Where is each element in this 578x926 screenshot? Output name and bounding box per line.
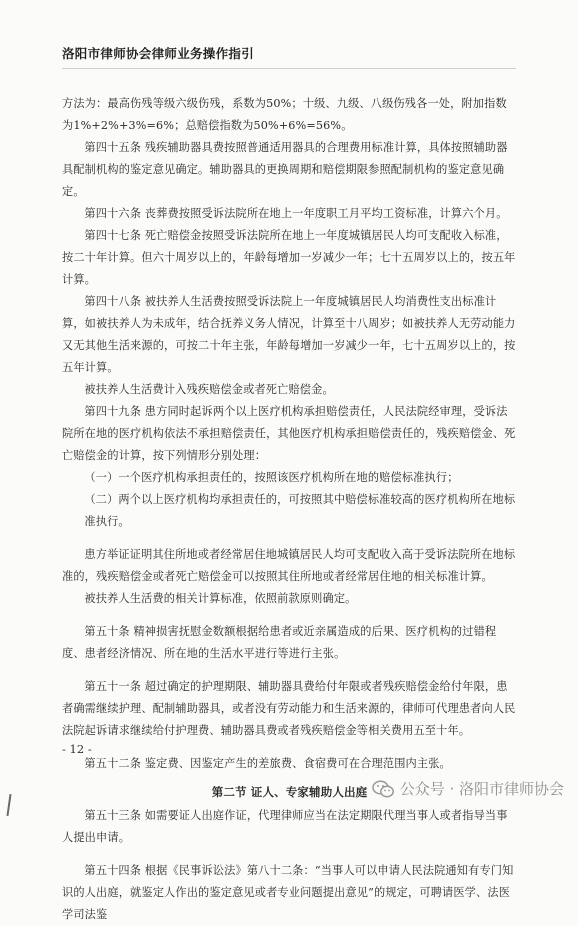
article-47: 第四十七条 死亡赔偿金按照受诉法院所在地上一年度城镇居民人均可支配收入标准，按二十年计算。但六十周岁以上的，年龄每增加一岁减少一年；七十五周岁以上的，按五年计算。 [62, 229, 516, 286]
list-item: （二）两个以上医疗机构均承担责任的，可按照其中赔偿标准较高的医疗机构所在地标准执行。 [84, 493, 516, 528]
scan-edge-mark [6, 794, 11, 816]
wechat-icon [372, 780, 394, 798]
article-54: 第五十四条 根据《民事诉讼法》第八十二条：“当事人可以申请人民法院通知有专门知识的人出庭，就鉴定人作出的鉴定意见或者专业问题提出意见”的规定，可聘请医学、法医学司法鉴 [62, 864, 514, 921]
article-50: 第五十条 精神损害抚慰金数额根据给患者或近亲属造成的后果、医疗机构的过错程度、患者经济情况、所在地的生活水平进行等进行主张。 [62, 625, 497, 660]
article-48: 第四十八条 被扶养人生活费按照受诉法院上一年度城镇居民人均消费性支出标准计算，如被扶养人为未成年，结合抚养义务人情况，计算至十八周岁；如被扶养人无劳动能力又无其他生活来源的，可按二十年主张，年龄每增加一岁减少一年，七十五周岁以上的，按五年计算。 [62, 295, 516, 374]
article-49: 第四十九条 患方同时起诉两个以上医疗机构承担赔偿责任，人民法院经审理，受诉法院所在地的医疗机构依法不承担赔偿责任，其他医疗机构承担赔偿责任的，残疾赔偿金、死亡赔偿金的计算，按下列情形分别处理： [62, 405, 516, 462]
article-46: 第四十六条 丧葬费按照受诉法院所在地上一年度职工月平均工资标准，计算六个月。 [84, 207, 508, 220]
article-51: 第五十一条 超过确定的护理期限、辅助器具费给付年限或者残疾赔偿金给付年限，患者确需继续护理、配制辅助器具，或者没有劳动能力和生活来源的，律师可代理患者向人民法院起诉请求继续给付护理费、辅助器具费或者残疾赔偿金等相关费用五至十年。 [62, 680, 516, 737]
watermark-text: 公众号 · 洛阳市律师协会 [399, 780, 564, 798]
paragraph: 被扶养人生活费计入残疾赔偿金或者死亡赔偿金。 [84, 383, 334, 396]
list-item: （一）一个医疗机构承担责任的，按照该医疗机构所在地的赔偿标准执行； [84, 471, 459, 484]
header-divider [62, 68, 516, 69]
paragraph: 被扶养人生活费的相关计算标准，依照前款原则确定。 [84, 592, 357, 605]
paragraph: 患方举证证明其住所地或者经常居住地城镇居民人均可支配收入高于受诉法院所在地标准的，残疾赔偿金或者死亡赔偿金可以按照其住所地或者经常居住地的相关标准计算。 [62, 548, 516, 583]
paragraph: 方法为：最高伤残等级六级伤残，系数为50%；十级、九级、八级伤残各一处，附加指数为1%+2%+3%=6%；总赔偿指数为50%+6%=56%。 [62, 97, 507, 132]
page-number: - 12 - [62, 742, 92, 756]
document-body [62, 93, 517, 926]
article-45: 第四十五条 残疾辅助器具费按照普通适用器具的合理费用标准计算，具体按照辅助器具配制机构的鉴定意见确定。辅助器具的更换周期和赔偿期限参照配制机构的鉴定意见确定。 [62, 141, 508, 198]
wechat-watermark [372, 778, 564, 799]
page-header-title: 洛阳市律师协会律师业务操作指引 [62, 46, 255, 61]
section-heading: 第二节 证人、专家辅助人出庭 [211, 785, 368, 799]
article-52: 第五十二条 鉴定费、因鉴定产生的差旅费、食宿费可在合理范围内主张。 [84, 757, 451, 770]
article-53: 第五十三条 如需要证人出庭作证，代理律师应当在法定期限代理当事人或者指导当事人提出申请。 [62, 809, 508, 844]
